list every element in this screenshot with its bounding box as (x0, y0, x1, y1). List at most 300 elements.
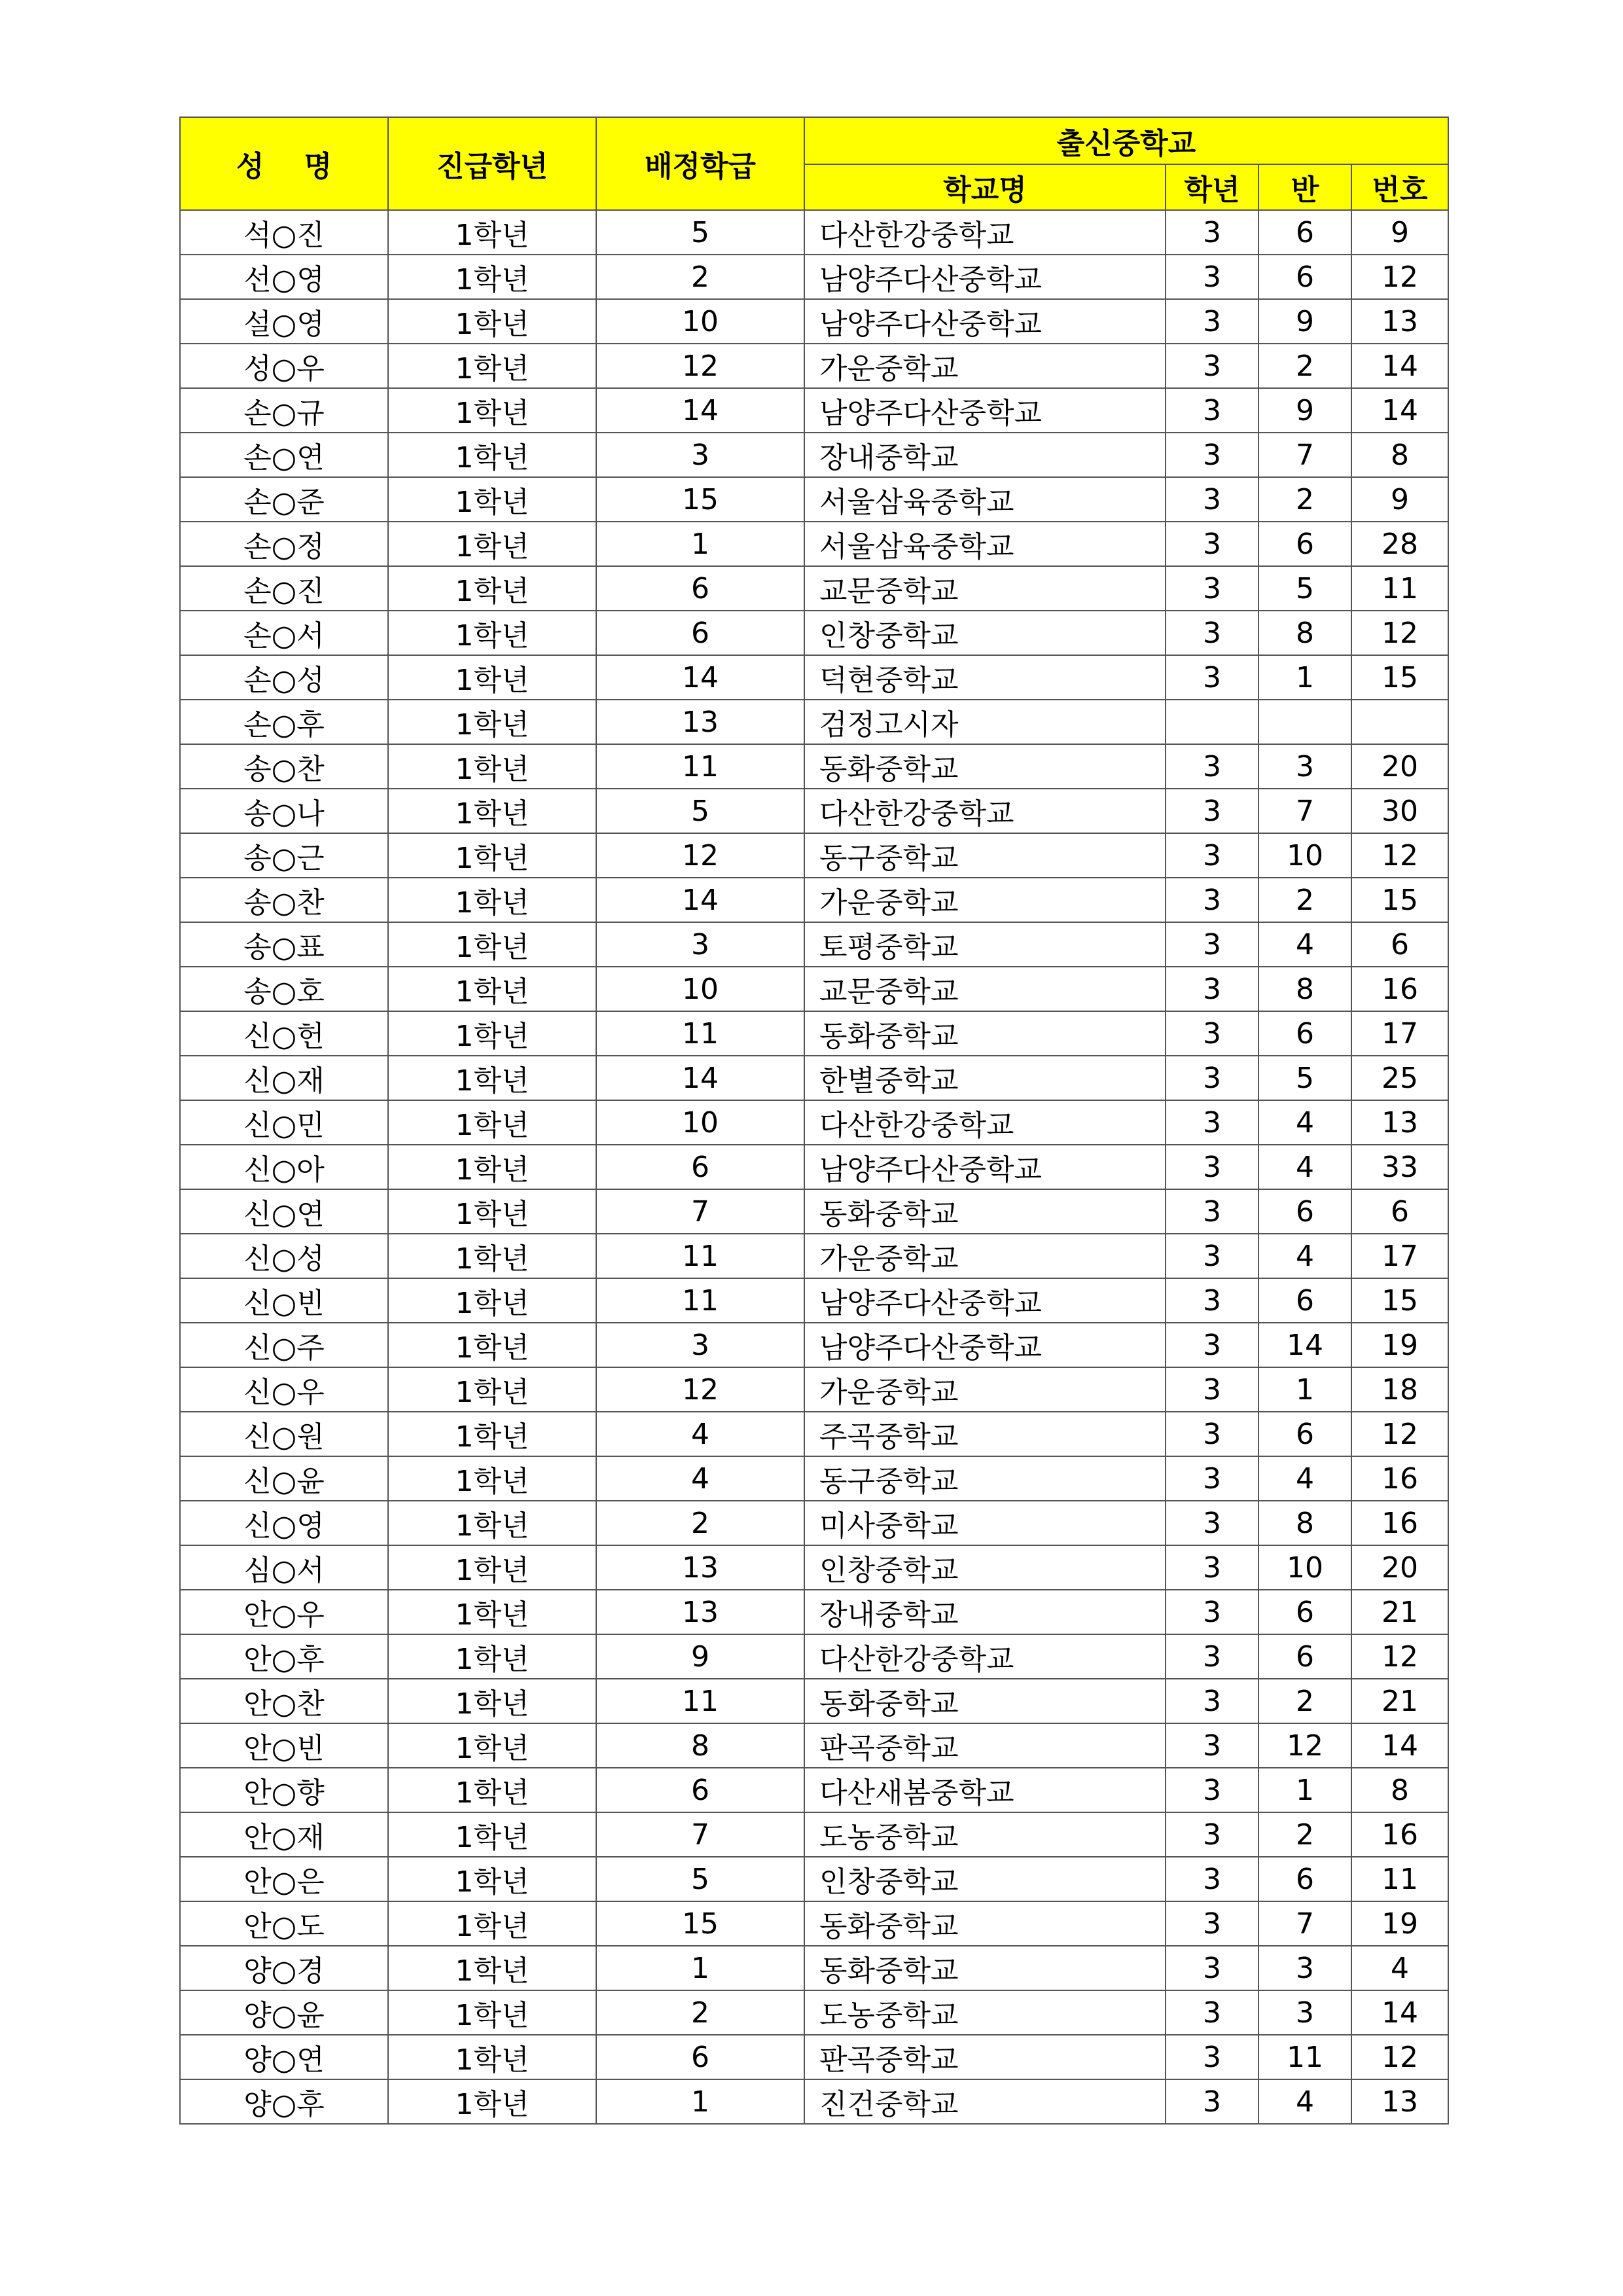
table-row (180, 611, 1448, 655)
cell-school-name: 교문중학교 (804, 566, 1166, 611)
cell-grade: 3 (1166, 789, 1258, 833)
table-row (180, 1990, 1448, 2035)
cell-student-name: 송○근 (180, 833, 388, 878)
cell-class: 10 (1258, 833, 1351, 878)
cell-assigned-class: 7 (596, 1812, 804, 1857)
cell-school-name: 인창중학교 (804, 1857, 1166, 1901)
cell-student-name: 안○재 (180, 1812, 388, 1857)
cell-grade: 3 (1166, 1901, 1258, 1946)
cell-number: 14 (1351, 344, 1448, 388)
table-row (180, 299, 1448, 344)
cell-number: 11 (1351, 1857, 1448, 1901)
cell-class: 2 (1258, 477, 1351, 522)
cell-class (1258, 700, 1351, 744)
cell-grade: 3 (1166, 1946, 1258, 1990)
cell-assigned-class: 4 (596, 1456, 804, 1501)
cell-assigned-class: 2 (596, 255, 804, 299)
student-assignment-table (179, 117, 1449, 2125)
cell-promote-grade: 1학년 (388, 1501, 596, 1545)
cell-assigned-class: 2 (596, 1990, 804, 2035)
cell-assigned-class: 14 (596, 655, 804, 700)
cell-class: 4 (1258, 2079, 1351, 2124)
cell-class: 5 (1258, 566, 1351, 611)
cell-promote-grade: 1학년 (388, 833, 596, 878)
cell-student-name: 성○우 (180, 344, 388, 388)
cell-class: 7 (1258, 1901, 1351, 1946)
cell-grade: 3 (1166, 210, 1258, 255)
cell-number: 16 (1351, 967, 1448, 1011)
cell-school-name: 다산한강중학교 (804, 1100, 1166, 1145)
cell-number: 12 (1351, 255, 1448, 299)
cell-school-name: 주곡중학교 (804, 1412, 1166, 1456)
cell-school-name: 장내중학교 (804, 1590, 1166, 1634)
cell-class: 1 (1258, 655, 1351, 700)
cell-assigned-class: 1 (596, 2079, 804, 2124)
cell-school-name: 미사중학교 (804, 1501, 1166, 1545)
cell-assigned-class: 3 (596, 433, 804, 477)
cell-school-name: 동화중학교 (804, 1901, 1166, 1946)
cell-grade (1166, 700, 1258, 744)
cell-assigned-class: 11 (596, 1278, 804, 1323)
cell-assigned-class: 7 (596, 1189, 804, 1234)
table-row (180, 1812, 1448, 1857)
cell-assigned-class: 10 (596, 299, 804, 344)
cell-number: 25 (1351, 1056, 1448, 1100)
header-promote-grade: 진급학년 (388, 117, 596, 210)
cell-assigned-class: 1 (596, 1946, 804, 1990)
table-row (180, 1323, 1448, 1367)
cell-class: 6 (1258, 1590, 1351, 1634)
cell-school-name: 동화중학교 (804, 1189, 1166, 1234)
table-row (180, 1189, 1448, 1234)
table-row (180, 1634, 1448, 1679)
cell-class: 6 (1258, 255, 1351, 299)
table-row (180, 1011, 1448, 1056)
cell-promote-grade: 1학년 (388, 1412, 596, 1456)
cell-grade: 3 (1166, 1189, 1258, 1234)
cell-student-name: 양○윤 (180, 1990, 388, 2035)
cell-grade: 3 (1166, 255, 1258, 299)
cell-assigned-class: 15 (596, 477, 804, 522)
cell-school-name: 다산새봄중학교 (804, 1768, 1166, 1812)
cell-grade: 3 (1166, 1278, 1258, 1323)
table-row (180, 1367, 1448, 1412)
cell-assigned-class: 13 (596, 700, 804, 744)
cell-number: 18 (1351, 1367, 1448, 1412)
cell-grade: 3 (1166, 1412, 1258, 1456)
table-row (180, 1679, 1448, 1723)
cell-grade: 3 (1166, 655, 1258, 700)
cell-promote-grade: 1학년 (388, 2035, 596, 2079)
cell-class: 2 (1258, 1679, 1351, 1723)
cell-school-name: 동화중학교 (804, 1679, 1166, 1723)
cell-class: 1 (1258, 1768, 1351, 1812)
cell-assigned-class: 14 (596, 878, 804, 922)
cell-number: 17 (1351, 1234, 1448, 1278)
cell-class: 10 (1258, 1545, 1351, 1590)
table-row (180, 700, 1448, 744)
cell-school-name: 남양주다산중학교 (804, 1145, 1166, 1189)
cell-assigned-class: 6 (596, 1768, 804, 1812)
cell-school-name: 덕현중학교 (804, 655, 1166, 700)
cell-school-name: 동화중학교 (804, 1011, 1166, 1056)
cell-number: 21 (1351, 1679, 1448, 1723)
header-origin-school: 출신중학교 (804, 117, 1448, 164)
cell-school-name: 가운중학교 (804, 344, 1166, 388)
cell-promote-grade: 1학년 (388, 477, 596, 522)
cell-school-name: 인창중학교 (804, 1545, 1166, 1590)
cell-promote-grade: 1학년 (388, 922, 596, 967)
cell-promote-grade: 1학년 (388, 1367, 596, 1412)
cell-grade: 3 (1166, 1545, 1258, 1590)
cell-class: 4 (1258, 1100, 1351, 1145)
cell-number: 6 (1351, 922, 1448, 967)
cell-assigned-class: 5 (596, 210, 804, 255)
cell-grade: 3 (1166, 1145, 1258, 1189)
cell-class: 8 (1258, 1501, 1351, 1545)
table-row (180, 1590, 1448, 1634)
cell-student-name: 안○우 (180, 1590, 388, 1634)
cell-school-name: 동구중학교 (804, 1456, 1166, 1501)
cell-grade: 3 (1166, 833, 1258, 878)
cell-promote-grade: 1학년 (388, 1145, 596, 1189)
cell-number: 20 (1351, 744, 1448, 789)
cell-class: 6 (1258, 1634, 1351, 1679)
cell-student-name: 손○규 (180, 388, 388, 433)
cell-class: 3 (1258, 744, 1351, 789)
table-row (180, 1768, 1448, 1812)
cell-number: 15 (1351, 655, 1448, 700)
cell-class: 2 (1258, 1812, 1351, 1857)
cell-promote-grade: 1학년 (388, 255, 596, 299)
cell-number: 12 (1351, 1634, 1448, 1679)
cell-grade: 3 (1166, 2035, 1258, 2079)
cell-assigned-class: 11 (596, 1679, 804, 1723)
cell-class: 4 (1258, 1145, 1351, 1189)
cell-assigned-class: 11 (596, 1234, 804, 1278)
cell-school-name: 다산한강중학교 (804, 1634, 1166, 1679)
cell-student-name: 선○영 (180, 255, 388, 299)
header-grade: 학년 (1166, 164, 1258, 210)
cell-class: 6 (1258, 1857, 1351, 1901)
cell-grade: 3 (1166, 1590, 1258, 1634)
cell-number: 8 (1351, 433, 1448, 477)
cell-promote-grade: 1학년 (388, 1946, 596, 1990)
table-row (180, 1056, 1448, 1100)
cell-promote-grade: 1학년 (388, 1278, 596, 1323)
cell-number: 6 (1351, 1189, 1448, 1234)
cell-student-name: 손○후 (180, 700, 388, 744)
cell-grade: 3 (1166, 1323, 1258, 1367)
table-row (180, 388, 1448, 433)
table-row (180, 2079, 1448, 2124)
table-row (180, 655, 1448, 700)
table-row (180, 967, 1448, 1011)
cell-assigned-class: 5 (596, 789, 804, 833)
cell-school-name: 장내중학교 (804, 433, 1166, 477)
cell-school-name: 도농중학교 (804, 1990, 1166, 2035)
table-row (180, 1145, 1448, 1189)
cell-school-name: 가운중학교 (804, 878, 1166, 922)
cell-promote-grade: 1학년 (388, 522, 596, 566)
cell-promote-grade: 1학년 (388, 1456, 596, 1501)
table-row (180, 433, 1448, 477)
table-row (180, 1234, 1448, 1278)
cell-promote-grade: 1학년 (388, 1056, 596, 1100)
cell-student-name: 손○성 (180, 655, 388, 700)
cell-student-name: 안○은 (180, 1857, 388, 1901)
cell-student-name: 신○영 (180, 1501, 388, 1545)
cell-class: 4 (1258, 1234, 1351, 1278)
cell-number: 14 (1351, 388, 1448, 433)
table-row (180, 1412, 1448, 1456)
cell-number: 13 (1351, 2079, 1448, 2124)
cell-grade: 3 (1166, 388, 1258, 433)
table-row (180, 1901, 1448, 1946)
cell-school-name: 한별중학교 (804, 1056, 1166, 1100)
cell-class: 6 (1258, 210, 1351, 255)
cell-grade: 3 (1166, 1100, 1258, 1145)
cell-number: 16 (1351, 1456, 1448, 1501)
cell-number: 4 (1351, 1946, 1448, 1990)
cell-student-name: 송○찬 (180, 744, 388, 789)
cell-assigned-class: 6 (596, 611, 804, 655)
cell-student-name: 양○연 (180, 2035, 388, 2079)
cell-class: 5 (1258, 1056, 1351, 1100)
cell-promote-grade: 1학년 (388, 1011, 596, 1056)
cell-student-name: 안○도 (180, 1901, 388, 1946)
cell-number: 11 (1351, 566, 1448, 611)
cell-assigned-class: 12 (596, 344, 804, 388)
cell-number: 13 (1351, 1100, 1448, 1145)
cell-grade: 3 (1166, 611, 1258, 655)
cell-class: 6 (1258, 1412, 1351, 1456)
header-number: 번호 (1351, 164, 1448, 210)
cell-assigned-class: 6 (596, 2035, 804, 2079)
cell-assigned-class: 10 (596, 967, 804, 1011)
table-row (180, 1545, 1448, 1590)
cell-class: 1 (1258, 1367, 1351, 1412)
cell-number: 12 (1351, 833, 1448, 878)
table-row (180, 878, 1448, 922)
cell-student-name: 송○표 (180, 922, 388, 967)
table-row (180, 1857, 1448, 1901)
cell-class: 6 (1258, 1189, 1351, 1234)
cell-class: 6 (1258, 1011, 1351, 1056)
cell-student-name: 손○서 (180, 611, 388, 655)
table-row (180, 210, 1448, 255)
cell-number: 19 (1351, 1323, 1448, 1367)
cell-promote-grade: 1학년 (388, 700, 596, 744)
cell-assigned-class: 1 (596, 522, 804, 566)
cell-number: 12 (1351, 2035, 1448, 2079)
cell-student-name: 신○아 (180, 1145, 388, 1189)
cell-promote-grade: 1학년 (388, 2079, 596, 2124)
cell-grade: 3 (1166, 433, 1258, 477)
cell-number: 9 (1351, 210, 1448, 255)
cell-assigned-class: 10 (596, 1100, 804, 1145)
cell-school-name: 판곡중학교 (804, 2035, 1166, 2079)
cell-number: 28 (1351, 522, 1448, 566)
table-row (180, 1723, 1448, 1768)
cell-promote-grade: 1학년 (388, 1812, 596, 1857)
cell-school-name: 판곡중학교 (804, 1723, 1166, 1768)
cell-promote-grade: 1학년 (388, 967, 596, 1011)
cell-student-name: 양○경 (180, 1946, 388, 1990)
cell-class: 3 (1258, 1946, 1351, 1990)
cell-school-name: 교문중학교 (804, 967, 1166, 1011)
cell-grade: 3 (1166, 1234, 1258, 1278)
cell-student-name: 신○재 (180, 1056, 388, 1100)
cell-student-name: 신○윤 (180, 1456, 388, 1501)
cell-student-name: 손○정 (180, 522, 388, 566)
cell-grade: 3 (1166, 477, 1258, 522)
cell-class: 4 (1258, 1456, 1351, 1501)
cell-student-name: 석○진 (180, 210, 388, 255)
cell-grade: 3 (1166, 744, 1258, 789)
table-row (180, 833, 1448, 878)
cell-student-name: 안○후 (180, 1634, 388, 1679)
cell-grade: 3 (1166, 1634, 1258, 1679)
cell-grade: 3 (1166, 1768, 1258, 1812)
header-assigned-class: 배정학급 (596, 117, 804, 210)
table-row (180, 477, 1448, 522)
cell-student-name: 안○빈 (180, 1723, 388, 1768)
cell-promote-grade: 1학년 (388, 1990, 596, 2035)
cell-promote-grade: 1학년 (388, 1323, 596, 1367)
cell-assigned-class: 5 (596, 1857, 804, 1901)
cell-class: 7 (1258, 789, 1351, 833)
cell-promote-grade: 1학년 (388, 655, 596, 700)
table-row (180, 522, 1448, 566)
cell-assigned-class: 6 (596, 1145, 804, 1189)
cell-promote-grade: 1학년 (388, 1590, 596, 1634)
cell-school-name: 서울삼육중학교 (804, 477, 1166, 522)
cell-grade: 3 (1166, 1679, 1258, 1723)
cell-assigned-class: 6 (596, 566, 804, 611)
table-row (180, 1501, 1448, 1545)
cell-assigned-class: 13 (596, 1590, 804, 1634)
cell-student-name: 신○주 (180, 1323, 388, 1367)
cell-promote-grade: 1학년 (388, 1189, 596, 1234)
cell-school-name: 남양주다산중학교 (804, 299, 1166, 344)
cell-grade: 3 (1166, 878, 1258, 922)
cell-grade: 3 (1166, 1501, 1258, 1545)
table-row (180, 1278, 1448, 1323)
cell-school-name: 서울삼육중학교 (804, 522, 1166, 566)
cell-school-name: 남양주다산중학교 (804, 388, 1166, 433)
cell-class: 9 (1258, 388, 1351, 433)
cell-number: 33 (1351, 1145, 1448, 1189)
table-row (180, 789, 1448, 833)
cell-class: 6 (1258, 522, 1351, 566)
cell-promote-grade: 1학년 (388, 1234, 596, 1278)
cell-class: 8 (1258, 967, 1351, 1011)
cell-grade: 3 (1166, 922, 1258, 967)
cell-promote-grade: 1학년 (388, 566, 596, 611)
table-body (180, 210, 1448, 2124)
cell-grade: 3 (1166, 344, 1258, 388)
cell-school-name: 다산한강중학교 (804, 789, 1166, 833)
cell-promote-grade: 1학년 (388, 1857, 596, 1901)
cell-class: 8 (1258, 611, 1351, 655)
cell-grade: 3 (1166, 566, 1258, 611)
table-row (180, 1946, 1448, 1990)
cell-school-name: 동구중학교 (804, 833, 1166, 878)
cell-student-name: 안○향 (180, 1768, 388, 1812)
cell-student-name: 손○준 (180, 477, 388, 522)
cell-number: 15 (1351, 878, 1448, 922)
cell-assigned-class: 14 (596, 1056, 804, 1100)
cell-promote-grade: 1학년 (388, 1679, 596, 1723)
cell-student-name: 심○서 (180, 1545, 388, 1590)
cell-number: 13 (1351, 299, 1448, 344)
cell-school-name: 다산한강중학교 (804, 210, 1166, 255)
cell-student-name: 신○헌 (180, 1011, 388, 1056)
cell-promote-grade: 1학년 (388, 388, 596, 433)
cell-school-name: 가운중학교 (804, 1234, 1166, 1278)
cell-school-name: 도농중학교 (804, 1812, 1166, 1857)
cell-number: 9 (1351, 477, 1448, 522)
cell-student-name: 안○찬 (180, 1679, 388, 1723)
cell-student-name: 송○나 (180, 789, 388, 833)
cell-student-name: 양○후 (180, 2079, 388, 2124)
table-header (180, 117, 1448, 210)
cell-promote-grade: 1학년 (388, 210, 596, 255)
cell-number: 21 (1351, 1590, 1448, 1634)
cell-student-name: 신○연 (180, 1189, 388, 1234)
cell-class: 14 (1258, 1323, 1351, 1367)
cell-assigned-class: 14 (596, 388, 804, 433)
table-row (180, 744, 1448, 789)
cell-school-name: 인창중학교 (804, 611, 1166, 655)
cell-promote-grade: 1학년 (388, 433, 596, 477)
cell-assigned-class: 11 (596, 744, 804, 789)
cell-grade: 3 (1166, 1011, 1258, 1056)
cell-number: 16 (1351, 1812, 1448, 1857)
table-row (180, 1456, 1448, 1501)
cell-promote-grade: 1학년 (388, 878, 596, 922)
cell-promote-grade: 1학년 (388, 1768, 596, 1812)
cell-promote-grade: 1학년 (388, 1634, 596, 1679)
cell-grade: 3 (1166, 1857, 1258, 1901)
cell-assigned-class: 9 (596, 1634, 804, 1679)
cell-number: 15 (1351, 1278, 1448, 1323)
cell-number: 30 (1351, 789, 1448, 833)
table-row (180, 1100, 1448, 1145)
cell-promote-grade: 1학년 (388, 1100, 596, 1145)
cell-class: 4 (1258, 922, 1351, 967)
cell-assigned-class: 4 (596, 1412, 804, 1456)
cell-student-name: 설○영 (180, 299, 388, 344)
cell-student-name: 송○호 (180, 967, 388, 1011)
cell-class: 2 (1258, 878, 1351, 922)
cell-school-name: 토평중학교 (804, 922, 1166, 967)
cell-school-name: 남양주다산중학교 (804, 1278, 1166, 1323)
cell-class: 11 (1258, 2035, 1351, 2079)
cell-class: 2 (1258, 344, 1351, 388)
cell-class: 9 (1258, 299, 1351, 344)
cell-promote-grade: 1학년 (388, 1545, 596, 1590)
cell-grade: 3 (1166, 299, 1258, 344)
cell-grade: 3 (1166, 2079, 1258, 2124)
table-row (180, 566, 1448, 611)
cell-number: 14 (1351, 1990, 1448, 2035)
cell-grade: 3 (1166, 1812, 1258, 1857)
cell-school-name: 동화중학교 (804, 744, 1166, 789)
cell-student-name: 손○진 (180, 566, 388, 611)
cell-school-name: 남양주다산중학교 (804, 1323, 1166, 1367)
